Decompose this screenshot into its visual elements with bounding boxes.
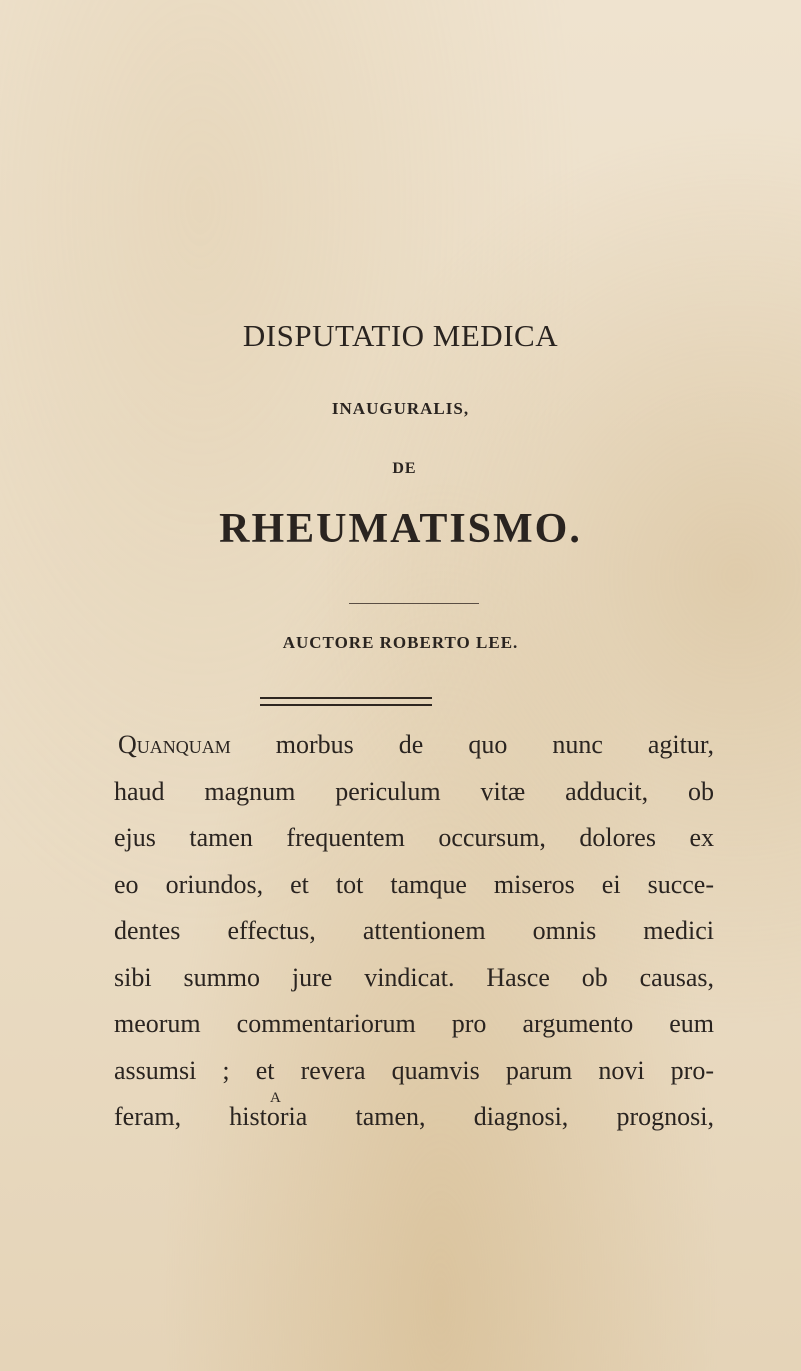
opening-word: Quanquam: [118, 730, 231, 759]
body-line-text: morbus de quo nunc agitur,: [230, 730, 714, 759]
body-paragraph: [114, 722, 714, 1141]
treatise-title: RHEUMATISMO.: [219, 506, 582, 552]
body-line: eo oriundos, et tot tamque miseros ei succe-: [114, 869, 714, 899]
double-divider: [260, 697, 432, 706]
body-line: meorum commentariorum pro argumento eum: [114, 1009, 714, 1038]
body-line: sibi summo jure vindicat. Hasce ob causas,: [114, 962, 714, 992]
body-line: haud magnum periculum vitæ adducit, ob: [114, 776, 714, 806]
body-line: ejus tamen frequentem occursum, dolores ex: [114, 823, 714, 852]
body-line: dentes effectus, attentionem omnis medici: [114, 916, 714, 945]
main-title: DISPUTATIO MEDICA: [242, 318, 559, 353]
preposition: DE: [392, 460, 417, 477]
thin-divider: [349, 603, 479, 604]
body-line: assumsi ; et revera quamvis parum novi pro-: [114, 1055, 714, 1085]
body-line: feram, historia tamen, diagnosi, prognosi,: [114, 1102, 714, 1131]
author-line: AUCTORE ROBERTO LEE.: [282, 633, 519, 652]
body-line: [114, 722, 714, 769]
signature-mark: A: [270, 1090, 281, 1106]
subtitle: INAUGURALIS,: [331, 399, 470, 418]
